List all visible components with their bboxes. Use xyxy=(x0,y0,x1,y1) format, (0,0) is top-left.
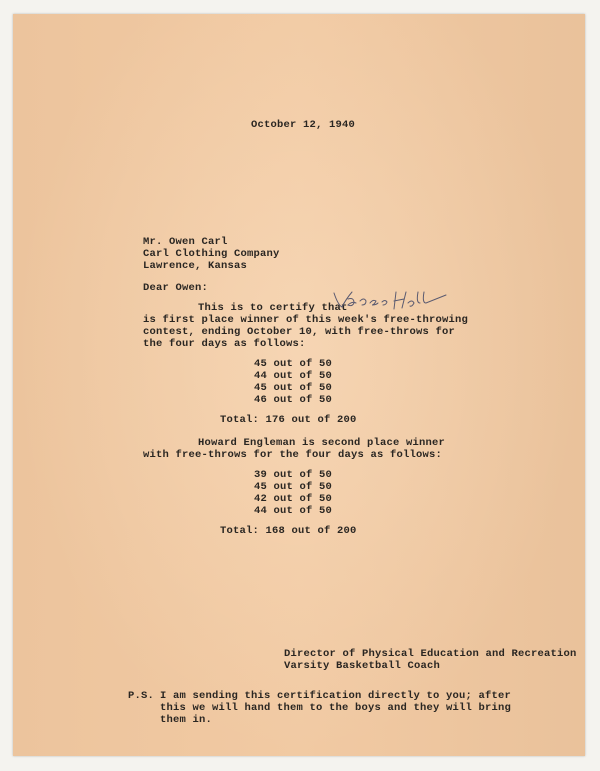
first-score-day2: 44 out of 50 xyxy=(254,370,333,382)
second-total: Total: 168 out of 200 xyxy=(220,525,357,537)
recipient-company: Carl Clothing Company xyxy=(143,248,280,260)
first-score-day3: 45 out of 50 xyxy=(254,382,333,394)
para1-line1: This is to certify that xyxy=(198,302,348,314)
letter-date: October 12, 1940 xyxy=(251,119,356,131)
second-score-day2: 45 out of 50 xyxy=(254,481,333,493)
ps-line1: I am sending this certification directly to you; after xyxy=(160,690,512,702)
salutation: Dear Owen: xyxy=(143,282,209,294)
recipient-city: Lawrence, Kansas xyxy=(143,260,248,272)
signature-subtitle: Varsity Basketball Coach xyxy=(284,660,441,672)
ps-line3: them in. xyxy=(160,714,213,726)
second-score-day4: 44 out of 50 xyxy=(254,505,333,517)
first-score-day4: 46 out of 50 xyxy=(254,394,333,406)
first-score-day1: 45 out of 50 xyxy=(254,358,333,370)
second-score-day3: 42 out of 50 xyxy=(254,493,333,505)
recipient-name: Mr. Owen Carl xyxy=(143,236,228,248)
para1-line2: is first place winner of this week's free-throwing xyxy=(143,314,469,326)
ps-label: P.S. xyxy=(128,690,155,702)
para1-line3: contest, ending October 10, with free-throws for xyxy=(143,326,456,338)
para2-line2: with free-throws for the four days as follows: xyxy=(143,449,443,461)
second-score-day1: 39 out of 50 xyxy=(254,469,333,481)
handwritten-name-signature xyxy=(330,289,450,313)
first-total: Total: 176 out of 200 xyxy=(220,414,357,426)
para2-line1: Howard Engleman is second place winner xyxy=(198,437,446,449)
para1-line4: the four days as follows: xyxy=(143,338,306,350)
ps-line2: this we will hand them to the boys and they will bring xyxy=(160,702,512,714)
signature-title: Director of Physical Education and Recreation xyxy=(284,648,577,660)
